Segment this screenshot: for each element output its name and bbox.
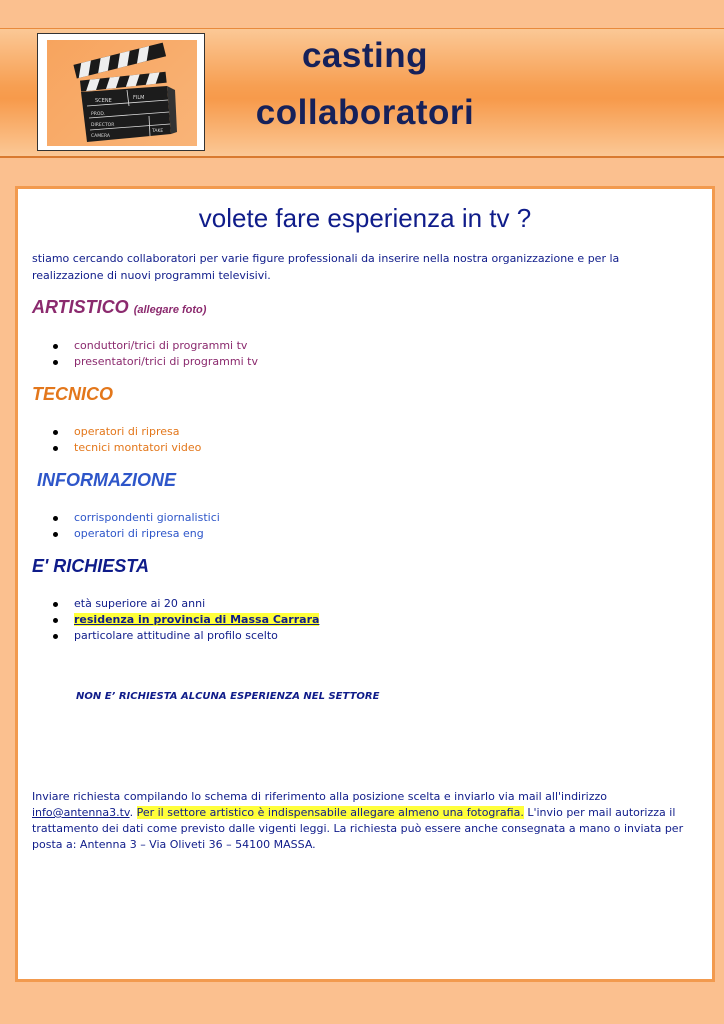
section-tecnico-title: TECNICO bbox=[32, 384, 113, 404]
footer-highlight: Per il settore artistico è indispensabile allegare almeno una fotografia. bbox=[136, 806, 524, 819]
section-title: ARTISTICO bbox=[32, 297, 129, 317]
clapperboard-icon bbox=[47, 40, 197, 146]
list-richiesta bbox=[51, 596, 319, 644]
footer-part2: . bbox=[129, 806, 137, 819]
email-link[interactable]: info@antenna3.tv bbox=[32, 806, 130, 819]
logo-frame bbox=[37, 33, 205, 151]
list-item: tecnici montatori video bbox=[51, 440, 201, 456]
top-strip bbox=[0, 0, 724, 28]
section-richiesta-title: E' RICHIESTA bbox=[32, 556, 149, 576]
logo-text-scene: SCENE bbox=[95, 98, 112, 104]
list-item bbox=[51, 612, 319, 628]
list-item: particolare attitudine al profilo scelto bbox=[51, 628, 319, 644]
list-item: corrispondenti giornalistici bbox=[51, 510, 220, 526]
logo-text-film: FILM bbox=[133, 95, 145, 101]
page-title-line1: casting bbox=[301, 36, 429, 75]
list-item: operatori di ripresa eng bbox=[51, 526, 220, 542]
clapperboard-image bbox=[47, 40, 197, 146]
list-artistico bbox=[51, 338, 258, 370]
headline: volete fare esperienza in tv ? bbox=[198, 203, 532, 233]
logo-text-take: TAKE bbox=[152, 129, 164, 134]
list-item: età superiore ai 20 anni bbox=[51, 596, 319, 612]
section-artistico-title bbox=[32, 297, 206, 318]
page-title-line2: collaboratori bbox=[255, 93, 475, 132]
list-informazione bbox=[51, 510, 220, 542]
logo-text-director: DIRECTOR bbox=[91, 123, 115, 128]
footer-part1: Inviare richiesta compilando lo schema di riferimento alla posizione scelta e inviarlo via mail all'indirizzo bbox=[32, 790, 607, 803]
logo-text-camera: CAMERA bbox=[91, 134, 110, 139]
section-informazione-title: INFORMAZIONE bbox=[37, 470, 176, 490]
list-item: conduttori/trici di programmi tv bbox=[51, 338, 258, 354]
intro-text: stiamo cercando collaboratori per varie figure professionali da inserire nella nostra organizzazione e per la realizzazione di nuovi programmi televisivi. bbox=[32, 252, 620, 282]
highlighted-requirement: residenza in provincia di Massa Carrara bbox=[74, 613, 320, 626]
list-tecnico bbox=[51, 424, 201, 456]
logo-text-prod: PROD. bbox=[91, 112, 106, 117]
section-note: (allegare foto) bbox=[133, 304, 207, 316]
footer-part3: L'invio per mail autorizza il trattamento dei dati come previsto dalle vigenti leggi. La richiesta può essere anche consegnata a mano o inviata per posta a: Antenna 3 – Via Oliveti 36 – 54100 MASSA. bbox=[32, 806, 684, 851]
content-panel bbox=[15, 186, 715, 982]
list-item: presentatori/trici di programmi tv bbox=[51, 354, 258, 370]
notice-text: NON E’ RICHIESTA ALCUNA ESPERIENZA NEL SETTORE bbox=[76, 691, 380, 702]
footer-text bbox=[32, 789, 702, 853]
list-item: operatori di ripresa bbox=[51, 424, 201, 440]
